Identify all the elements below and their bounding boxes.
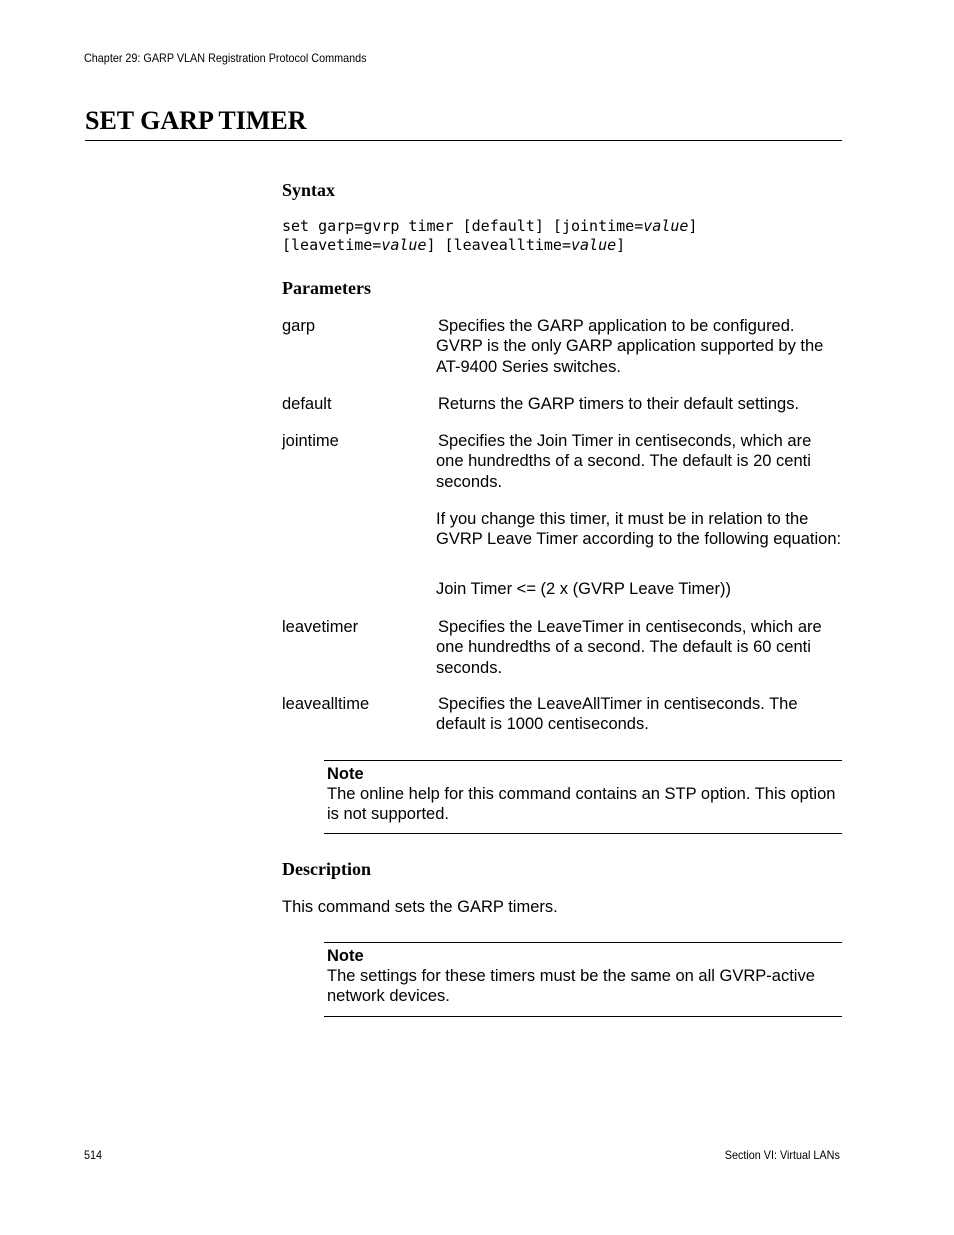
note-label: Note	[327, 947, 364, 965]
parameters-heading: Parameters	[282, 278, 371, 298]
syntax-placeholder: value	[571, 236, 617, 254]
param-desc-line: Returns the GARP timers to their default settings.	[438, 395, 800, 413]
page-title: SET GARP TIMER	[85, 106, 307, 135]
syntax-placeholder: value	[643, 217, 689, 235]
param-desc-default	[436, 394, 842, 414]
syntax-text: ] [leavealltime=	[426, 236, 571, 254]
note-box	[324, 942, 842, 1017]
title-rule	[85, 140, 842, 141]
syntax-text: ]	[688, 217, 698, 235]
syntax-placeholder: value	[381, 236, 427, 254]
param-desc-line: Specifies the LeaveTimer in centiseconds, which are	[438, 618, 822, 636]
note-box	[324, 760, 842, 834]
param-desc-leavealltime	[436, 694, 842, 735]
param-desc-leavetimer	[436, 617, 842, 678]
syntax-heading: Syntax	[282, 180, 336, 200]
param-name-jointime: jointime	[282, 432, 339, 450]
param-name-garp: garp	[282, 317, 316, 335]
param-extra-jointime: If you change this timer, it must be in relation to the GVRP Leave Timer according to the following equation:	[436, 510, 842, 549]
note-text: The settings for these timers must be the same on all GVRP-active network devices.	[327, 967, 815, 1006]
param-desc-line: Specifies the Join Timer in centiseconds, which are	[438, 432, 812, 450]
param-desc-line: one hundredths of a second. The default is 20 centi seconds.	[436, 452, 811, 491]
param-desc-garp	[436, 316, 842, 377]
running-header: Chapter 29: GARP VLAN Registration Protocol Commands	[84, 51, 367, 65]
param-desc-line: default is 1000 centiseconds.	[436, 715, 649, 734]
syntax-text: set garp=gvrp timer [default] [jointime=	[282, 217, 644, 235]
syntax-block	[282, 217, 697, 255]
syntax-text: [leavetime=	[282, 236, 382, 254]
param-name-leavealltime: leavealltime	[282, 695, 370, 713]
description-text: This command sets the GARP timers.	[282, 898, 558, 916]
param-name-leavetimer: leavetimer	[282, 618, 359, 636]
param-equation-jointime: Join Timer <= (2 x (GVRP Leave Timer))	[436, 580, 731, 598]
param-name-default: default	[282, 395, 332, 413]
page-number: 514	[84, 1148, 103, 1162]
syntax-text: ]	[616, 236, 626, 254]
description-heading: Description	[282, 859, 371, 879]
section-footer: Section VI: Virtual LANs	[724, 1148, 840, 1162]
param-desc-jointime	[436, 431, 842, 492]
param-desc-line: Specifies the GARP application to be configured.	[438, 317, 795, 335]
param-desc-line: one hundredths of a second. The default is 60 centi seconds.	[436, 638, 811, 677]
note-label: Note	[327, 765, 364, 783]
param-desc-line: Specifies the LeaveAllTimer in centiseconds. The	[438, 695, 798, 713]
note-text: The online help for this command contains an STP option. This option is not supported.	[327, 785, 836, 824]
param-desc-line: GVRP is the only GARP application supported by the AT-9400 Series switches.	[436, 337, 824, 376]
